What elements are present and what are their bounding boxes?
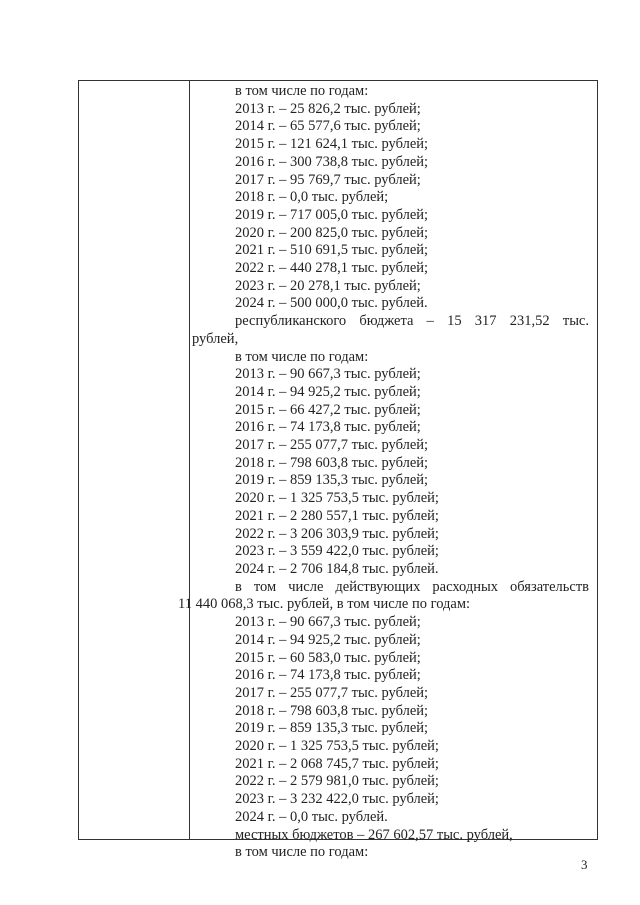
text-line: 2018 г. – 0,0 тыс. рублей; <box>235 189 389 206</box>
text-line: 2022 г. – 3 206 303,9 тыс. рублей; <box>235 525 439 542</box>
text-line: 2013 г. – 90 667,3 тыс. рублей; <box>235 366 421 383</box>
text-line: 2024 г. – 2 706 184,8 тыс. рублей. <box>235 560 439 577</box>
text-line: 2017 г. – 95 769,7 тыс. рублей; <box>235 171 421 188</box>
text-line: 2016 г. – 74 173,8 тыс. рублей; <box>235 419 421 436</box>
text-line: местных бюджетов – 267 602,57 тыс. рублей, <box>235 826 513 843</box>
text-line: 2020 г. – 1 325 753,5 тыс. рублей; <box>235 738 439 755</box>
text-line: в том числе действующих расходных обязательств <box>235 578 589 595</box>
text-line: республиканского бюджета – 15 317 231,52 тыс. <box>235 313 589 330</box>
document-table <box>78 80 598 861</box>
text-line: 11 440 068,3 тыс. рублей, в том числе по годам: <box>178 596 471 613</box>
text-line: 2022 г. – 2 579 981,0 тыс. рублей; <box>235 773 439 790</box>
text-line: 2020 г. – 200 825,0 тыс. рублей; <box>235 224 429 241</box>
text-line: 2023 г. – 3 232 422,0 тыс. рублей; <box>235 791 439 808</box>
text-line: 2021 г. – 2 068 745,7 тыс. рублей; <box>235 755 439 772</box>
text-line: 2021 г. – 510 691,5 тыс. рублей; <box>235 242 429 259</box>
text-line: 2014 г. – 94 925,2 тыс. рублей; <box>235 383 421 400</box>
text-line: 2014 г. – 65 577,6 тыс. рублей; <box>235 118 421 135</box>
text-line: 2015 г. – 60 583,0 тыс. рублей; <box>235 649 421 666</box>
text-line: в том числе по годам: <box>235 844 369 861</box>
text-line: 2019 г. – 859 135,3 тыс. рублей; <box>235 720 429 737</box>
funding-text-cell <box>178 83 597 861</box>
text-line: 2015 г. – 66 427,2 тыс. рублей; <box>235 401 421 418</box>
text-line: 2024 г. – 500 000,0 тыс. рублей. <box>235 295 428 312</box>
text-line: 2017 г. – 255 077,7 тыс. рублей; <box>235 684 429 701</box>
text-line: 2019 г. – 717 005,0 тыс. рублей; <box>235 206 429 223</box>
text-line: 2015 г. – 121 624,1 тыс. рублей; <box>235 136 429 153</box>
text-line: 2021 г. – 2 280 557,1 тыс. рублей; <box>235 507 439 524</box>
text-line: 2023 г. – 3 559 422,0 тыс. рублей; <box>235 543 439 560</box>
text-line: 2016 г. – 74 173,8 тыс. рублей; <box>235 667 421 684</box>
text-line: 2020 г. – 1 325 753,5 тыс. рублей; <box>235 490 439 507</box>
text-line: 2016 г. – 300 738,8 тыс. рублей; <box>235 153 429 170</box>
text-line: 2014 г. – 94 925,2 тыс. рублей; <box>235 631 421 648</box>
text-line: 2019 г. – 859 135,3 тыс. рублей; <box>235 472 429 489</box>
text-line: рублей, <box>192 330 239 347</box>
text-line: в том числе по годам: <box>235 83 369 99</box>
text-line: 2013 г. – 25 826,2 тыс. рублей; <box>235 100 421 117</box>
page-number: 3 <box>581 857 588 872</box>
text-line: в том числе по годам: <box>235 348 369 365</box>
text-line: 2018 г. – 798 603,8 тыс. рублей; <box>235 454 429 471</box>
text-line: 2018 г. – 798 603,8 тыс. рублей; <box>235 702 429 719</box>
text-line: 2022 г. – 440 278,1 тыс. рублей; <box>235 260 429 277</box>
text-line: 2024 г. – 0,0 тыс. рублей. <box>235 808 388 825</box>
text-line: 2023 г. – 20 278,1 тыс. рублей; <box>235 277 421 294</box>
text-line: 2017 г. – 255 077,7 тыс. рублей; <box>235 437 429 454</box>
text-line: 2013 г. – 90 667,3 тыс. рублей; <box>235 614 421 631</box>
